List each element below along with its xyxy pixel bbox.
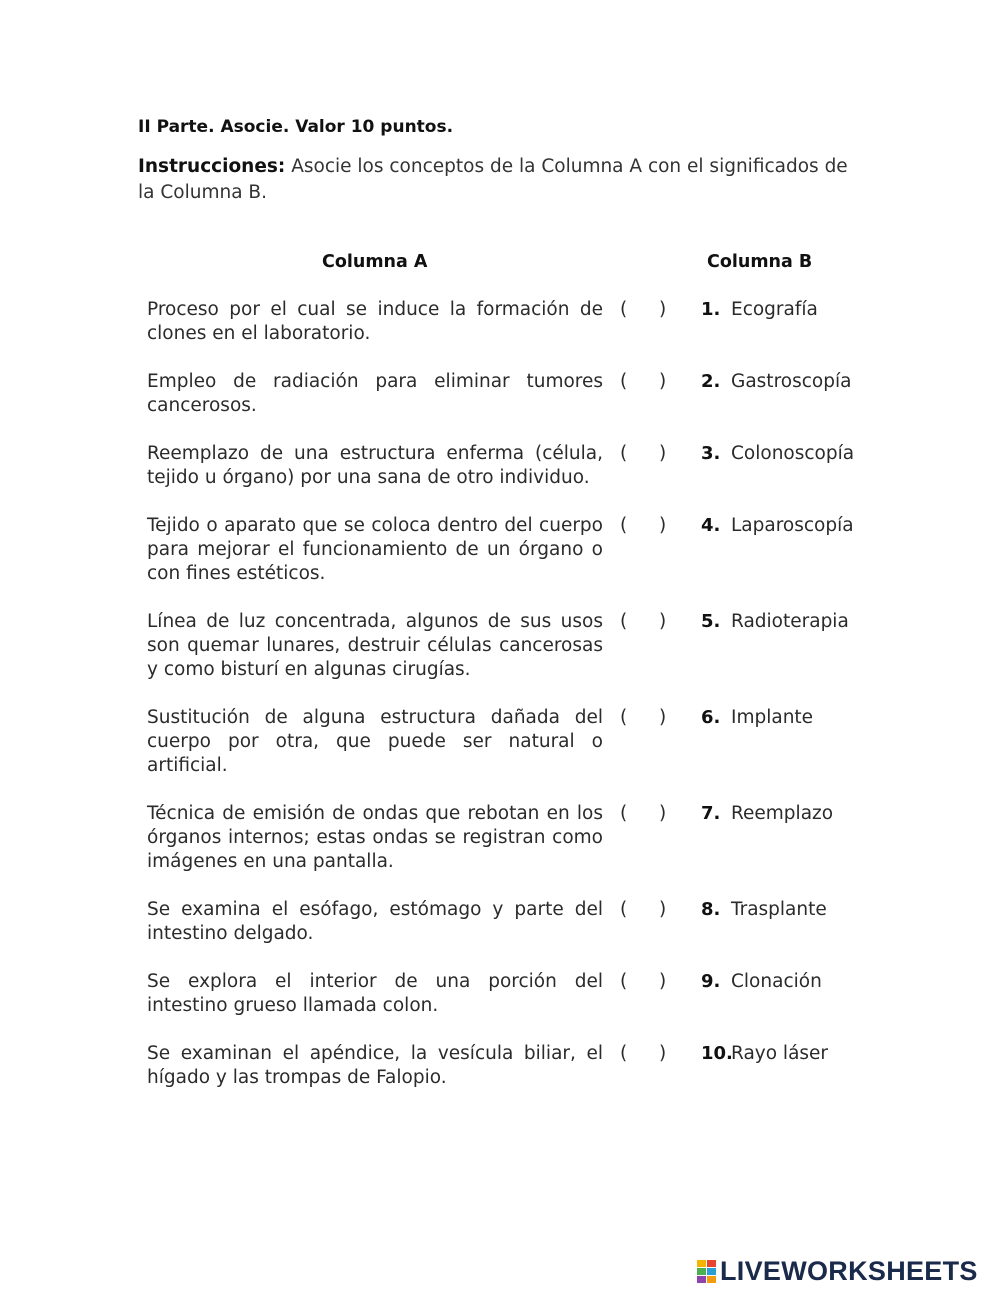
column-b-term: Rayo láser <box>731 1043 829 1064</box>
answer-blank-open-paren: ( <box>620 899 628 920</box>
logo-block <box>697 1268 706 1275</box>
column-b-number: 7. <box>701 803 721 824</box>
answer-blank-open-paren: ( <box>620 803 628 824</box>
answer-blank-close-paren: ) <box>659 899 667 920</box>
logo-block <box>707 1260 716 1267</box>
column-b-number: 3. <box>701 443 721 464</box>
column-a-description: Técnica de emisión de ondas que rebotan en los órganos internos; estas ondas se registran como imágenes en una pantalla. <box>147 803 603 872</box>
column-b-term: Trasplante <box>731 899 827 920</box>
answer-blank-close-paren: ) <box>659 443 667 464</box>
column-b-term: Radioterapia <box>731 611 849 632</box>
column-b-term: Gastroscopía <box>731 371 852 392</box>
column-a-description: Reemplazo de una estructura enferma (célula, tejido u órgano) por una sana de otro individuo. <box>147 443 603 488</box>
answer-blank-open-paren: ( <box>620 371 628 392</box>
section-title: II Parte. Asocie. Valor 10 puntos. <box>138 117 454 137</box>
answer-blank-open-paren: ( <box>620 1043 628 1064</box>
instructions-text: Asocie los conceptos de la Columna A con el significados de la Columna B. <box>138 156 848 203</box>
answer-blank-close-paren: ) <box>659 707 667 728</box>
column-a-description: Empleo de radiación para eliminar tumores cancerosos. <box>147 371 603 416</box>
liveworksheets-logo <box>697 1256 978 1286</box>
column-b-number: 5. <box>701 611 721 632</box>
answer-blank-open-paren: ( <box>620 707 628 728</box>
column-b-number: 8. <box>701 899 721 920</box>
column-b-term: Colonoscopía <box>731 443 855 464</box>
answer-blank-close-paren: ) <box>659 515 667 536</box>
answer-blank-close-paren: ) <box>659 803 667 824</box>
column-b-term: Laparoscopía <box>731 515 854 536</box>
logo-block <box>697 1260 706 1267</box>
column-b-number: 9. <box>701 971 721 992</box>
column-b-term: Implante <box>731 707 814 728</box>
instructions <box>138 154 868 206</box>
answer-blank-open-paren: ( <box>620 515 628 536</box>
column-b-number: 2. <box>701 371 721 392</box>
column-b-term: Ecografía <box>731 299 818 320</box>
column-b-number: 6. <box>701 707 721 728</box>
column-a-description: Se examina el esófago, estómago y parte del intestino delgado. <box>147 899 603 944</box>
logo-block <box>697 1276 706 1283</box>
answer-blank-open-paren: ( <box>620 443 628 464</box>
logo-text: LIVEWORKSHEETS <box>720 1255 978 1286</box>
logo-block <box>707 1276 716 1283</box>
column-a-description: Sustitución de alguna estructura dañada del cuerpo por otra, que puede ser natural o artificial. <box>147 707 603 776</box>
answer-blank-close-paren: ) <box>659 971 667 992</box>
answer-blank-close-paren: ) <box>659 299 667 320</box>
answer-blank-open-paren: ( <box>620 971 628 992</box>
column-a-heading: Columna A <box>322 252 428 272</box>
column-a-description: Proceso por el cual se induce la formación de clones en el laboratorio. <box>147 299 603 344</box>
column-b-term: Clonación <box>731 971 822 992</box>
column-b-heading: Columna B <box>707 252 813 272</box>
answer-blank-open-paren: ( <box>620 611 628 632</box>
column-b-term: Reemplazo <box>731 803 834 824</box>
column-b-number: 1. <box>701 299 721 320</box>
instructions-label: Instrucciones: <box>138 156 286 177</box>
logo-block <box>707 1268 716 1275</box>
answer-blank-close-paren: ) <box>659 1043 667 1064</box>
answer-blank-close-paren: ) <box>659 371 667 392</box>
answer-blank-close-paren: ) <box>659 611 667 632</box>
column-a-description: Tejido o aparato que se coloca dentro del cuerpo para mejorar el funcionamiento de un órgano o con fines estéticos. <box>147 515 603 584</box>
column-a-description: Se explora el interior de una porción del intestino grueso llamada colon. <box>147 971 603 1016</box>
logo-blocks-icon <box>697 1260 716 1283</box>
answer-blank-open-paren: ( <box>620 299 628 320</box>
column-b-number: 10. <box>701 1043 733 1064</box>
column-b-number: 4. <box>701 515 721 536</box>
column-a-description: Se examinan el apéndice, la vesícula biliar, el hígado y las trompas de Falopio. <box>147 1043 603 1088</box>
column-a-description: Línea de luz concentrada, algunos de sus usos son quemar lunares, destruir células cancerosas y como bisturí en algunas cirugías. <box>147 611 603 680</box>
